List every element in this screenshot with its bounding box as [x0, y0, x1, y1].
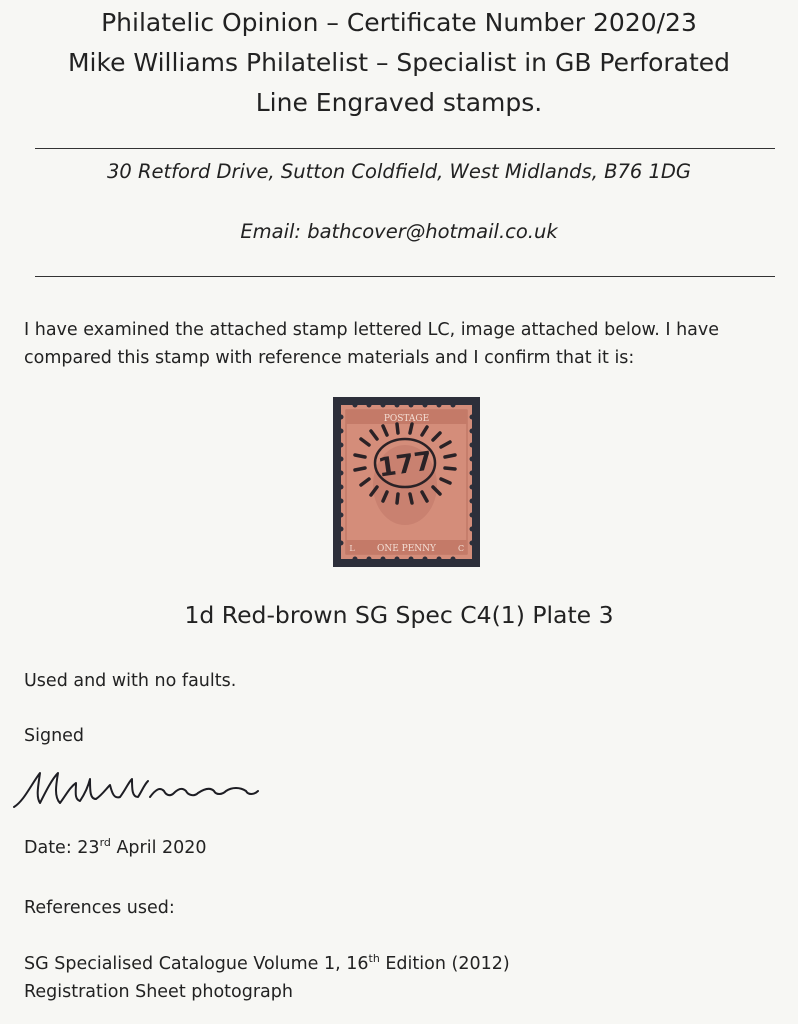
references-heading: References used: — [24, 898, 175, 918]
certificate-title: Philatelic Opinion – Certificate Number 2020/23 — [101, 8, 697, 37]
stamp-image — [333, 397, 480, 567]
email-address: Email: bathcover@hotmail.co.uk — [240, 220, 558, 243]
stamp-description: 1d Red-brown SG Spec C4(1) Plate 3 — [184, 601, 614, 629]
postal-address: 30 Retford Drive, Sutton Coldfield, West Midlands, B76 1DG — [106, 160, 692, 183]
reference-edition: Edition (2012) — [379, 954, 510, 974]
header-divider — [35, 148, 775, 149]
contact-divider — [35, 276, 775, 277]
certificate-speciality: Line Engraved stamps. — [255, 88, 543, 117]
penny-red-stamp-icon — [333, 397, 480, 567]
examination-statement: I have examined the attached stamp lettered LC, image attached below. I have compared this stamp with reference materials and I confirm that it is: — [24, 320, 720, 368]
stamp-corner-right: C — [457, 544, 465, 553]
reference-edition-ordinal: th — [368, 952, 380, 965]
handwritten-signature-icon — [10, 765, 270, 815]
date-ordinal: rd — [99, 836, 111, 849]
stamp-top-text: POSTAGE — [383, 414, 430, 424]
reference-item-registration: Registration Sheet photograph — [24, 982, 293, 1002]
cancel-number: 177 — [376, 446, 435, 484]
stamp-bottom-text: ONE PENNY — [376, 544, 437, 554]
date-rest: April 2020 — [110, 838, 207, 858]
signed-label: Signed — [24, 726, 85, 746]
date-prefix: Date: 23 — [24, 838, 100, 858]
stamp-corner-left: L — [349, 544, 355, 553]
condition-statement: Used and with no faults. — [24, 671, 237, 691]
certificate-issuer: Mike Williams Philatelist – Specialist in GB Perforated — [67, 48, 731, 77]
reference-item-catalogue — [24, 950, 794, 978]
reference-catalogue-title: SG Specialised Catalogue Volume 1, 16 — [24, 954, 369, 974]
certificate-date — [24, 834, 794, 862]
